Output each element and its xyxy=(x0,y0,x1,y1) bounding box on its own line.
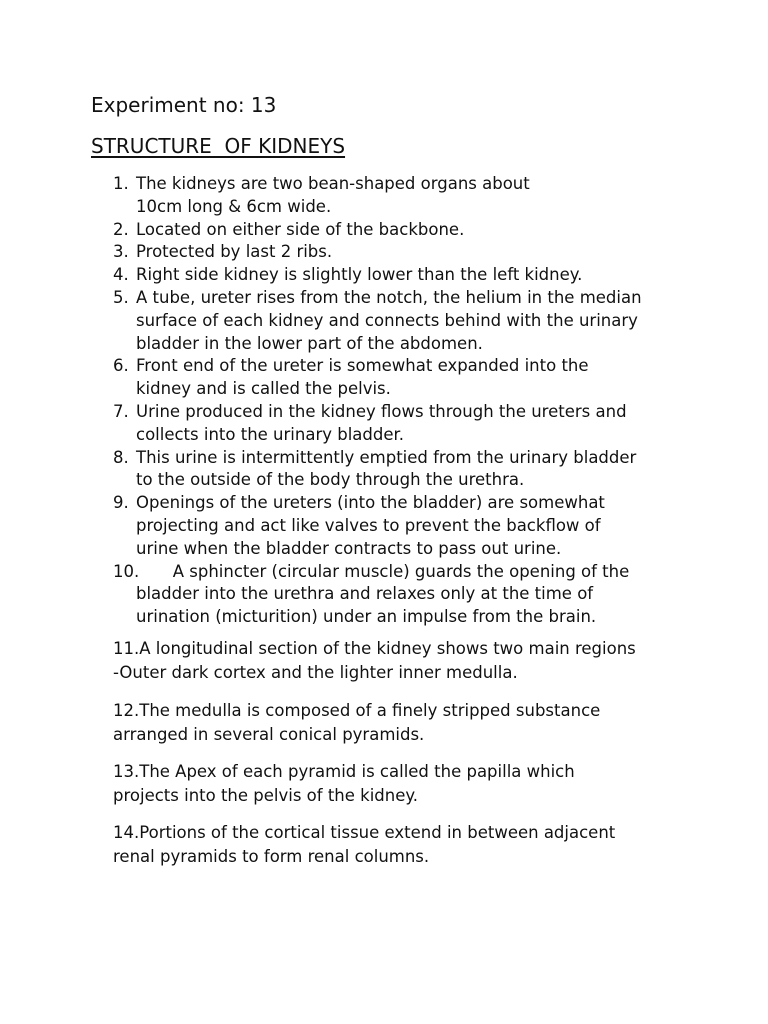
list-item-text: Protected by last 2 ribs. xyxy=(136,242,333,262)
list-item-text: Front end of the ureter is somewhat expanded into the kidney and is called the pelvis. xyxy=(136,356,589,399)
list-item xyxy=(113,492,693,560)
paragraph-12: 12.The medulla is composed of a finely stripped substance arranged in several conical pyramids. xyxy=(113,701,601,744)
document-title: STRUCTURE OF KIDNEYS xyxy=(91,134,346,158)
list-item xyxy=(113,287,693,355)
list-item-number: 2. xyxy=(113,219,129,239)
paragraph-11: 11.A longitudinal section of the kidney shows two main regions -Outer dark cortex and the lighter inner medulla. xyxy=(113,639,636,682)
list-item-number: 5. xyxy=(113,287,129,307)
list-item-text: Openings of the ureters (into the bladder) are somewhat projecting and act like valves to prevent the backflow of urine when the bladder contracts to pass out urine. xyxy=(136,493,605,558)
list-item-number: 6. xyxy=(113,356,129,376)
list-item xyxy=(113,355,693,401)
list-item-number: 9. xyxy=(113,493,129,513)
list-item-text: Right side kidney is slightly lower than the left kidney. xyxy=(136,265,583,285)
list-item-number: 1. xyxy=(113,174,129,193)
list-item-text: A tube, ureter rises from the notch, the helium in the median surface of each kidney and connects behind with the urinary bladder in the lower part of the abdomen. xyxy=(136,287,642,353)
list-item xyxy=(113,561,693,629)
list-item xyxy=(113,401,693,447)
list-item-text: Located on either side of the backbone. xyxy=(136,219,465,239)
list-item-text: A sphincter (circular muscle) guards the opening of the bladder into the urethra and relaxes only at the time of urination (micturition) under an impulse from the brain. xyxy=(136,561,630,627)
paragraph-13: 13.The Apex of each pyramid is called the papilla which projects into the pelvis of the kidney. xyxy=(113,762,575,805)
list-item xyxy=(113,447,693,493)
list-item xyxy=(113,219,693,242)
list-item xyxy=(113,241,693,264)
list-item-text: Urine produced in the kidney flows through the ureters and collects into the urinary bladder. xyxy=(136,401,627,444)
list-item-number: 7. xyxy=(113,401,129,421)
list-item-number: 10. xyxy=(113,561,140,581)
experiment-heading: Experiment no: 13 xyxy=(91,93,277,117)
list-item-text: This urine is intermittently emptied from the urinary bladder to the outside of the body through the urethra. xyxy=(136,447,637,490)
list-item-number: 4. xyxy=(113,265,129,285)
list-item xyxy=(113,173,693,219)
paragraph-14: 14.Portions of the cortical tissue extend in between adjacent renal pyramids to form renal columns. xyxy=(113,823,616,866)
list-item-number: 8. xyxy=(113,447,129,467)
list-item-text: The kidneys are two bean-shaped organs about 10cm long & 6cm wide. xyxy=(136,174,530,216)
list-item xyxy=(113,264,693,287)
list-item-number: 3. xyxy=(113,242,129,262)
kidney-facts-list xyxy=(113,173,693,629)
